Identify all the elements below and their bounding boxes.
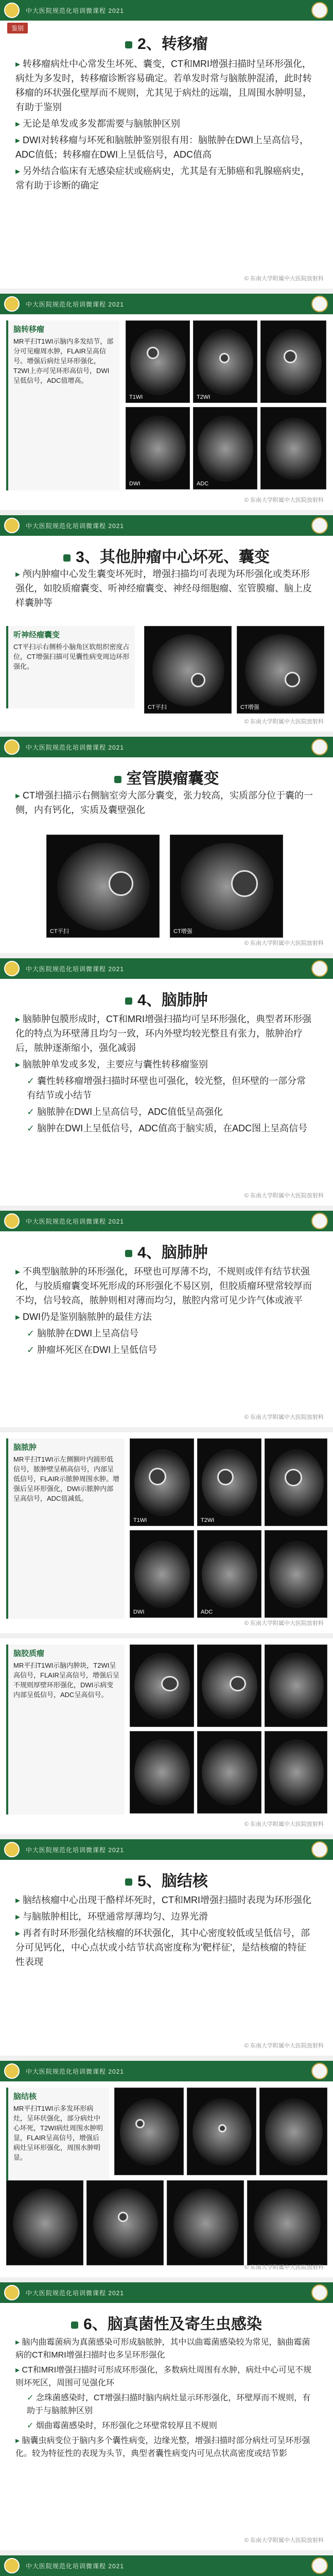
mri-scan-image: [265, 1438, 327, 1526]
paragraph: ▸ CT和MRI增强扫描时可形成环形强化，多数病灶周围有水肿，病灶中心可见不规则坏死区，周围可见强化环: [15, 2364, 314, 2389]
slide-divider: [0, 2277, 333, 2282]
slide-fungal-parasitic-2: [0, 2555, 333, 2576]
course-name: 中大医院规范化培训微课程 2021: [26, 301, 125, 308]
mri-scan-image: [86, 2180, 164, 2265]
watermark: © 东南大学附属中大医院放射科: [244, 1620, 324, 1626]
ct-scan-image: [237, 626, 324, 714]
scan-label: CT增强: [173, 928, 192, 935]
paragraph: ▸ DWI对转移瘤与坏死和脑脓肿鉴别很有用：脑脓肿在DWI上呈高信号，ADC值低；转移瘤在DWI上呈低信号，ADC值高: [15, 133, 314, 162]
slide-fungal-parasitic: [0, 2282, 333, 2550]
course-name: 中大医院规范化培训微课程 2021: [26, 965, 125, 973]
paragraph: ▸ 不典型脑脓肿的环形强化，环壁也可厚薄不均，不规则或伴有结节状强化，与胶质瘤囊变坏死形成的环形强化不易区别，但胶质瘤环壁常较厚而不均，信号较高，脓肿则相对薄而均匀，脓腔内常可见少许气体或液平: [15, 1264, 314, 1308]
watermark: © 东南大学附属中大医院放射科: [244, 2264, 324, 2270]
university-seal-icon: [311, 960, 328, 977]
slide-title: 2、转移瘤: [0, 31, 333, 54]
hospital-logo-icon: [4, 1842, 20, 1857]
scan-label: T1WI: [129, 394, 143, 400]
slide-divider: [0, 1427, 333, 1432]
paragraph: ✓ 念珠菌感染时，CT增强扫描时脑内病灶显示环形强化，环壁厚而不规则，有助于与脑脓肿区别: [15, 2392, 314, 2417]
paragraph: ✓ 脑脓肿在DWI上呈高信号: [15, 1326, 314, 1341]
scan-label: DWI: [129, 481, 141, 487]
paragraph: ▸ 另外结合临床有无感染症状或癌病史，尤其是有无肺癌和乳腺癌病史，常有助于诊断的确定: [15, 164, 314, 193]
topic-tag: 鉴别: [7, 23, 28, 33]
slide-tuberculosis: [0, 1839, 333, 2056]
paragraph: ▸ 脑肺肿包膜形成时，CT和MRI增强扫描均可呈环形强化，典型者环形强化的特点为环壁薄且均匀一致，环内外壁均较光整且有张力，脓肿治疗后，脓肿逐渐缩小，强化减弱: [15, 1012, 314, 1055]
hospital-logo-icon: [4, 1213, 20, 1229]
mri-scan-image: [130, 1438, 194, 1526]
mri-scan-image: [126, 407, 190, 489]
mri-scan-image: [260, 320, 326, 403]
hospital-logo-icon: [4, 961, 20, 976]
mri-scan-image: [265, 1645, 327, 1727]
paragraph: ✓ 囊性转移瘤增强扫描时环壁也可强化，较光整，但环壁的一部分常有结节或小结节: [15, 1074, 314, 1103]
watermark: © 东南大学附属中大医院放射科: [244, 276, 324, 282]
hospital-logo-icon: [4, 2558, 20, 2573]
slide-title: 4、脑肺肿: [0, 1240, 333, 1262]
mri-scan-image: [130, 1645, 194, 1727]
slide-banner: [0, 1839, 333, 1860]
watermark: © 东南大学附属中大医院放射科: [244, 2537, 324, 2544]
scan-label: T2WI: [197, 394, 211, 400]
mri-scan-image: [197, 1731, 261, 1814]
university-seal-icon: [311, 1213, 328, 1229]
slide-body: [15, 1893, 314, 1971]
course-name: 中大医院规范化培训微课程 2021: [26, 744, 125, 751]
scan-label: ADC: [201, 1609, 213, 1615]
hospital-logo-icon: [4, 2063, 20, 2079]
slide-divider: [0, 510, 333, 515]
case-note: [6, 626, 135, 708]
case-note: [6, 320, 119, 490]
paragraph: ▸ 与脑脓肿相比，环壁通常厚薄均匀、边界光滑: [15, 1909, 314, 1924]
scan-label: DWI: [133, 1609, 145, 1615]
slide-divider: [0, 1206, 333, 1211]
slide-body: [15, 788, 314, 819]
mri-scan-image: [130, 1731, 194, 1814]
mri-scan-image: [247, 2180, 327, 2265]
mri-scan-image: [193, 320, 257, 403]
slide-brain-abscess-2: [0, 1211, 333, 1427]
slide-banner: [0, 2555, 333, 2576]
slide-body: [15, 1264, 314, 1359]
slide-title: 5、脑结核: [0, 1868, 333, 1891]
paragraph: ▸ 脑内曲霉菌病为真菌感染可形成脑脓肿，其中以曲霉菌感染较为常见，脑曲霉菌病的CT和MRI增强扫描时也多呈环形强化: [15, 2336, 314, 2362]
slide-body: [15, 1012, 314, 1138]
slide-ependymoma: [0, 737, 333, 953]
note-title: 脑转移瘤: [13, 325, 45, 334]
paragraph: ✓ 脑肿在DWI上呈低信号，ADC值高于脑实质，在ADC图上呈高信号: [15, 1121, 314, 1136]
paragraph: ▸ 脑结核瘤中心出现干酪样坏死时，CT和MRI增强扫描时表现为环形强化: [15, 1893, 314, 1907]
university-seal-icon: [311, 1841, 328, 1858]
slide-abscess-images: [0, 1432, 333, 1633]
slide-body: [15, 57, 314, 195]
slide-divider: [0, 732, 333, 737]
note-text: MR平扫T1WI示多发环形病灶，呈环状强化，部分病灶中心坏死，T2WI病灶周围水肿明显，FLAIR呈高信号，增强后病灶呈环形强化，周围水肿明显。: [13, 2105, 103, 2161]
hospital-logo-icon: [4, 2285, 20, 2300]
paragraph: ✓ 肿瘤坏死区在DWI上呈低信号: [15, 1343, 314, 1357]
course-name: 中大医院规范化培训微课程 2021: [26, 2290, 125, 2297]
slide-banner: [0, 0, 333, 21]
paragraph: ▸ 颅内肿瘤中心发生囊变坏死时，增强扫描均可表现为环形强化或类环形强化，如胶质瘤囊变、听神经瘤囊变、神经母细胞瘤、室管膜瘤、脑上皮样囊肿等: [15, 567, 314, 610]
note-title: 脑胶质瘤: [13, 1649, 45, 1658]
hospital-logo-icon: [4, 739, 20, 755]
mri-scan-image: [259, 2088, 327, 2175]
scan-label: T2WI: [201, 1517, 215, 1523]
note-text: MR平扫T1WI示脑内多发结节，部分可见瘤周水肿，FLAIR呈高信号。增强后病灶呈环形强化，T2WI上亦可见环形高信号，DWI呈低信号，ADC值增高。: [13, 337, 114, 384]
scan-label: T1WI: [133, 1517, 147, 1523]
hospital-logo-icon: [4, 3, 20, 18]
watermark: © 东南大学附属中大医院放射科: [244, 940, 324, 946]
mri-scan-image: [193, 407, 257, 489]
slide-metastasis-images: [0, 294, 333, 510]
scan-label: CT增强: [240, 704, 259, 710]
slide-banner: [0, 294, 333, 314]
paragraph: ▸ CT增强扫描示右侧脑室旁大部分囊变，张力较高，实质部分位于囊的一侧，内有钙化，实质及囊壁强化: [15, 788, 314, 817]
mri-scan-image: [167, 2180, 244, 2265]
watermark: © 东南大学附属中大医院放射科: [244, 1821, 324, 1827]
slide-divider: [0, 2550, 333, 2555]
course-name: 中大医院规范化培训微课程 2021: [26, 1846, 125, 1854]
note-text: MR平扫T1WI示脑内肿块，T2WI呈高信号，FLAIR呈高信号，增强后呈不规则厚壁环形强化，DWI示病变内部呈低信号，ADC呈高信号。: [13, 1662, 119, 1699]
mri-scan-image: [187, 2088, 256, 2175]
mri-scan-image: [197, 1645, 261, 1727]
watermark: © 东南大学附属中大医院放射科: [244, 497, 324, 503]
slide-title: 6、脑真菌性及寄生虫感染: [0, 2311, 333, 2334]
ct-scan-image: [144, 626, 232, 714]
paragraph: ✓ 烟曲霉菌感染时，环形强化之环壁常较厚且不规则: [15, 2419, 314, 2432]
scan-label: ADC: [197, 481, 209, 487]
paragraph: ✓ 脑脓肿在DWI上呈高信号，ADC值低呈高强化: [15, 1105, 314, 1119]
slide-brain-abscess: [0, 958, 333, 1206]
watermark: © 东南大学附属中大医院放射科: [244, 2043, 324, 2049]
mri-scan-image: [197, 1530, 261, 1618]
university-seal-icon: [311, 2, 328, 19]
slide-banner: [0, 2061, 333, 2081]
mri-scan-image: [197, 1438, 261, 1526]
paragraph: ▸ 无论是单发或多发都需要与脑脓肿区别: [15, 116, 314, 131]
course-name: 中大医院规范化培训微课程 2021: [26, 1218, 125, 1225]
hospital-logo-icon: [4, 296, 20, 312]
watermark: © 东南大学附属中大医院放射科: [244, 1193, 324, 1199]
slide-title: 3、其他肿瘤中心坏死、囊变: [0, 544, 333, 567]
slide-divider: [0, 289, 333, 294]
slide-body: [15, 2336, 314, 2462]
course-name: 中大医院规范化培训微课程 2021: [26, 522, 125, 530]
note-title: 听神经瘤囊变: [13, 631, 60, 639]
course-name: 中大医院规范化培训微课程 2021: [26, 2068, 125, 2075]
case-note: [6, 1438, 125, 1619]
slide-other-tumors: [0, 515, 333, 732]
slide-body: [15, 567, 314, 612]
slide-banner: [0, 2282, 333, 2303]
scan-label: CT平扫: [148, 704, 167, 710]
slide-banner: [0, 958, 333, 979]
slide-banner: [0, 515, 333, 536]
ct-scan-image: [46, 835, 160, 938]
paragraph: ▸ DWI仍是鉴别脑脓肿的最佳方法: [15, 1310, 314, 1324]
paragraph: ▸ 脑囊虫病变位于脑内多个囊性病变，边缘光整，增强扫描时部分病灶可呈环形强化。较为特征性的表现为头节，典型者囊性病变内可见点状高密度或结节影: [15, 2434, 314, 2460]
slide-metastasis: [0, 0, 333, 289]
slide-divider: [0, 2056, 333, 2061]
watermark: © 东南大学附属中大医院放射科: [244, 1414, 324, 1420]
watermark: © 东南大学附属中大医院放射科: [244, 719, 324, 725]
note-title: 脑脓肿: [13, 1443, 37, 1452]
mri-scan-image: [130, 1530, 194, 1618]
slide-divider: [0, 1633, 333, 1638]
mri-scan-image: [265, 1530, 327, 1618]
slide-title: 4、脑肺肿: [0, 987, 333, 1010]
slide-divider: [0, 1834, 333, 1839]
paragraph: ▸ 转移瘤病灶中心常发生坏死、囊变，CT和MRI增强扫描时呈环形强化，病灶为多发时，转移瘤诊断容易确定。若单发时常与脑脓肿混淆，此时转移瘤的环状强化壁厚而不规则，尤其见于病灶的远端，且周围水肿明显，有助于鉴别: [15, 57, 314, 114]
course-name: 中大医院规范化培训微课程 2021: [26, 7, 125, 14]
note-title: 脑结核: [13, 2092, 37, 2101]
slide-title: 室管膜瘤囊变: [0, 766, 333, 788]
mri-scan-image: [260, 407, 326, 489]
paragraph: ▸ 再者有时环形强化结核瘤的环状强化，其中心密度较低或呈低信号，部分可见钙化，中心点状或小结节状高密度称为'靶样征'，是结核瘤的特征性表现: [15, 1926, 314, 1969]
slide-banner: [0, 1211, 333, 1231]
case-note: [6, 1645, 125, 1815]
paragraph: ▸ 脑脓肿单发或多发，主要应与囊性转移瘤鉴别: [15, 1057, 314, 1072]
mri-scan-image: [6, 2180, 83, 2265]
university-seal-icon: [311, 2557, 328, 2574]
note-text: CT平扫示右侧桥小脑角区软组织密度占位，CT增强扫描可见囊性病变周边环形强化。: [13, 643, 130, 670]
note-text: MR平扫T1WI示左侧额叶内圆形低信号，脓肿壁呈稍高信号，内部呈低信号，FLAIR示脓肿周围水肿。增强后呈环形强化，DWI示脓肿内部呈高信号，ADC值减低。: [13, 1455, 119, 1502]
hospital-logo-icon: [4, 518, 20, 533]
university-seal-icon: [311, 739, 328, 755]
scan-label: CT平扫: [50, 928, 69, 935]
university-seal-icon: [311, 2284, 328, 2301]
slide-tuberculosis-images: [0, 2061, 333, 2277]
university-seal-icon: [311, 296, 328, 312]
course-name: 中大医院规范化培训微课程 2021: [26, 2563, 125, 2570]
mri-scan-image: [265, 1731, 327, 1814]
university-seal-icon: [311, 517, 328, 534]
slide-divider: [0, 953, 333, 958]
mri-scan-image: [114, 2088, 184, 2175]
university-seal-icon: [311, 2063, 328, 2079]
slide-banner: [0, 737, 333, 757]
mri-scan-image: [126, 320, 190, 403]
ct-scan-image: [170, 835, 283, 938]
slide-glioma-images: [0, 1638, 333, 1834]
case-note: [6, 2088, 109, 2191]
